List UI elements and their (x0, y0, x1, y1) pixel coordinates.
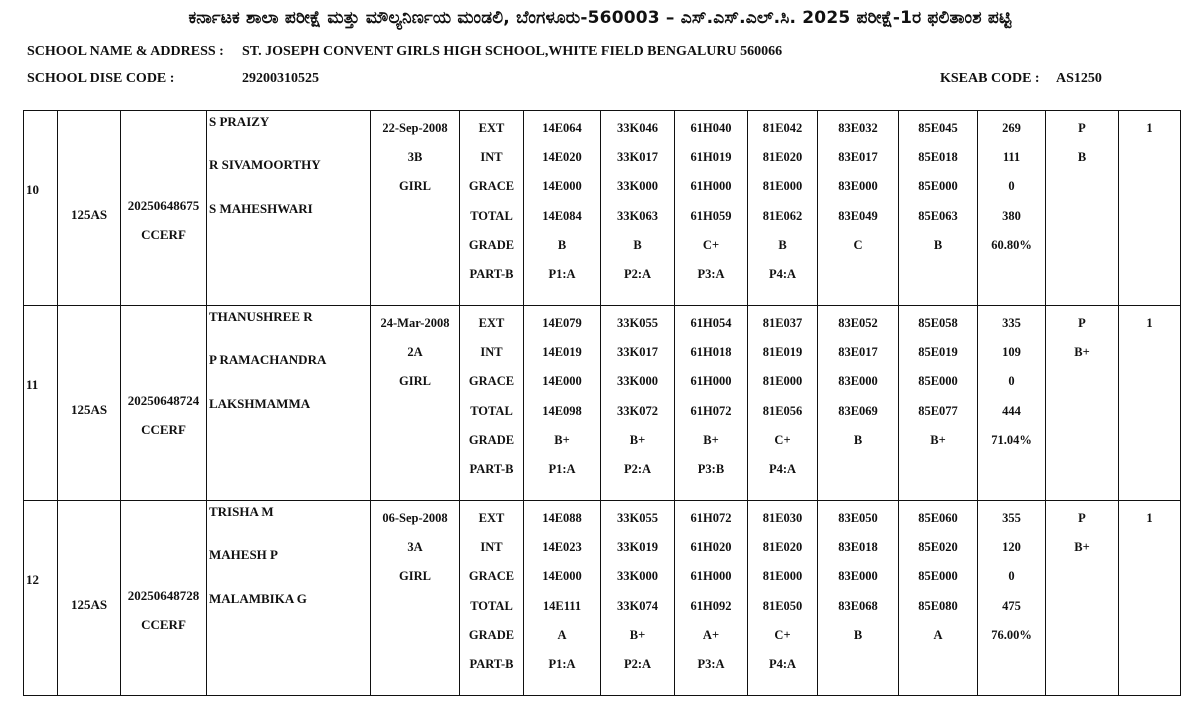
totals-cell (978, 501, 1046, 696)
reg-cell (121, 306, 207, 501)
class-section: 3A (407, 540, 423, 555)
subject-3-cell (675, 306, 748, 501)
subject-mark-stack (818, 309, 898, 455)
gender: GIRL (399, 374, 431, 389)
subject-mark: C (853, 237, 863, 252)
subject-mark-stack (818, 504, 898, 650)
subject-mark-stack (601, 309, 674, 484)
total-mark: 76.00% (991, 627, 1032, 642)
subject-mark: 83E069 (838, 403, 878, 418)
father-name: R SIVAMOORTHY (209, 157, 321, 172)
subject-mark: 81E000 (762, 179, 803, 194)
subject-mark-stack (899, 504, 977, 650)
total-mark: 71.04% (991, 432, 1032, 447)
subject-mark: C+ (774, 432, 791, 447)
result-value: B+ (1074, 540, 1090, 555)
dise-code-value: 29200310525 (242, 71, 319, 86)
dob-cell (371, 306, 460, 501)
subject-mark: P4:A (768, 461, 797, 476)
dob-cell (371, 501, 460, 696)
subject-mark: 85E058 (918, 316, 958, 330)
kseab-code-label: KSEAB CODE : (940, 71, 1040, 86)
subject-mark: P2:A (623, 656, 652, 671)
mark-type-label: GRACE (468, 374, 515, 389)
school-name-value: ST. JOSEPH CONVENT GIRLS HIGH SCHOOL,WHITE FIELD BENGALURU 560066 (242, 44, 783, 59)
mark-type-label: TOTAL (470, 598, 513, 613)
subject-mark: 61H054 (690, 316, 732, 330)
subject-mark: 33K000 (617, 374, 658, 389)
mark-type-label: GRADE (468, 627, 515, 642)
scheme-code: 125AS (70, 402, 108, 417)
total-mark: 475 (1002, 598, 1021, 613)
subject-mark: 33K055 (617, 316, 658, 330)
subject-mark-stack (899, 114, 977, 260)
total-mark: 60.80% (991, 237, 1032, 252)
subject-mark: P2:A (623, 461, 652, 476)
subject-mark: 14E079 (542, 316, 582, 330)
labels-cell (460, 501, 524, 696)
subject-mark: P3:A (697, 266, 725, 281)
subject-5-cell (818, 111, 899, 306)
subject-mark: 85E080 (918, 598, 958, 613)
subject-4-cell (748, 306, 818, 501)
subject-3-cell (675, 501, 748, 696)
mark-type-label: EXT (478, 121, 505, 135)
subject-mark: 81E062 (762, 208, 803, 223)
subject-mark: 85E000 (918, 179, 958, 194)
mark-type-label: GRACE (468, 179, 515, 194)
subject-mark: 33K072 (617, 403, 658, 418)
subject-mark: 85E000 (918, 569, 958, 584)
mark-type-label: GRADE (468, 237, 515, 252)
dob-stack (371, 504, 459, 592)
mark-type-label-stack (460, 114, 523, 289)
scheme-cell (58, 111, 121, 306)
subject-mark: 85E020 (918, 540, 958, 555)
register-number: 20250648724 (127, 393, 200, 408)
totals-cell (978, 306, 1046, 501)
subject-mark: 61H019 (690, 150, 732, 165)
subject-mark: B+ (930, 432, 946, 447)
totals-cell (978, 111, 1046, 306)
subject-mark: 14E064 (542, 121, 582, 135)
labels-cell (460, 306, 524, 501)
date-of-birth: 06-Sep-2008 (382, 511, 448, 525)
total-mark: 269 (1002, 121, 1021, 135)
mother-name: LAKSHMAMMA (209, 396, 311, 411)
mark-type-label: EXT (478, 316, 505, 330)
gender: GIRL (399, 179, 431, 194)
subject-mark: 83E017 (838, 150, 878, 165)
subject-mark-stack (601, 504, 674, 679)
subject-mark: 61H072 (690, 403, 732, 418)
mark-type-label: GRACE (468, 569, 515, 584)
subject-mark: 83E000 (838, 569, 878, 584)
total-mark-stack (978, 504, 1045, 650)
total-mark: 109 (1002, 345, 1021, 360)
subject-mark: 33K017 (617, 150, 658, 165)
subject-mark: 81E000 (762, 374, 803, 389)
subject-mark: P1:A (548, 461, 576, 476)
subject-mark: 83E049 (838, 208, 878, 223)
subject-mark: B (778, 237, 787, 252)
subject-mark: 81E050 (762, 598, 803, 613)
dob-stack (371, 114, 459, 202)
reg-block (121, 191, 206, 249)
mark-type-label-stack (460, 309, 523, 484)
student-name: S PRAIZY (209, 114, 270, 129)
register-number: 20250648675 (127, 198, 200, 213)
subject-mark: 14E084 (542, 208, 582, 223)
dob-cell (371, 111, 460, 306)
total-mark: 0 (1008, 569, 1015, 584)
subject-mark: 85E077 (918, 403, 958, 418)
subject-mark: 83E032 (838, 121, 878, 135)
subject-mark-stack (524, 114, 600, 289)
results-table (23, 110, 1181, 696)
subject-mark: 33K017 (617, 345, 658, 360)
names-cell (207, 501, 371, 696)
subject-mark: 81E030 (762, 511, 803, 525)
subject-1-cell (524, 306, 601, 501)
result-value-stack (1046, 504, 1118, 562)
subject-mark: 85E018 (918, 150, 958, 165)
sl-no-cell (24, 306, 58, 501)
subject-mark: 83E068 (838, 598, 878, 613)
subject-mark: B (933, 237, 943, 252)
result-value: B (1077, 150, 1087, 165)
scheme-code: 125AS (70, 207, 108, 222)
subject-mark: 83E052 (838, 316, 878, 330)
mark-type-label: PART-B (469, 461, 514, 476)
attempt-cell (1119, 111, 1181, 306)
subject-mark: 14E098 (542, 403, 582, 418)
subject-mark-stack (524, 309, 600, 484)
subject-mark-stack (675, 114, 747, 289)
attempt-number: 1 (1146, 121, 1153, 135)
result-cell (1046, 306, 1119, 501)
subject-mark-stack (675, 309, 747, 484)
subject-mark: 81E000 (762, 569, 803, 584)
subject-mark: A+ (702, 627, 720, 642)
subject-mark: 14E000 (542, 374, 582, 389)
scheme-code: 125AS (70, 597, 108, 612)
subject-mark: 33K000 (617, 179, 658, 194)
subject-mark: 81E042 (762, 121, 803, 135)
results-body (24, 111, 1181, 696)
subject-mark: 81E020 (762, 150, 803, 165)
subject-mark: 83E000 (838, 179, 878, 194)
subject-mark: 33K019 (617, 540, 658, 555)
mark-type-label: PART-B (469, 656, 514, 671)
total-mark: 380 (1002, 208, 1021, 223)
serial-number: 12 (26, 572, 39, 587)
subject-mark: B+ (629, 627, 646, 642)
scheme-cell (58, 306, 121, 501)
subject-mark: B+ (703, 432, 719, 447)
subject-mark: B+ (629, 432, 646, 447)
subject-2-cell (601, 306, 675, 501)
subject-mark: P2:A (623, 266, 652, 281)
mother-name: MALAMBIKA G (209, 591, 307, 606)
subject-1-cell (524, 501, 601, 696)
subject-mark: 14E019 (542, 345, 582, 360)
school-name-label: SCHOOL NAME & ADDRESS : (27, 44, 224, 59)
mark-type-label: INT (480, 150, 503, 165)
subject-mark: 14E020 (542, 150, 582, 165)
result-value: P (1078, 511, 1086, 525)
names-cell (207, 111, 371, 306)
subject-6-cell (899, 306, 978, 501)
subject-6-cell (899, 501, 978, 696)
subject-mark: 85E060 (918, 511, 958, 525)
subject-mark: 33K000 (617, 569, 658, 584)
subject-mark: 85E045 (918, 121, 958, 135)
subject-mark: 61H020 (690, 540, 732, 555)
total-mark: 0 (1008, 179, 1015, 194)
father-name: P RAMACHANDRA (209, 352, 327, 367)
gender: GIRL (399, 569, 431, 584)
mark-type-label: INT (480, 345, 503, 360)
total-mark-stack (978, 114, 1045, 260)
subject-mark-stack (818, 114, 898, 260)
date-of-birth: 22-Sep-2008 (382, 121, 448, 135)
serial-number: 10 (26, 182, 39, 197)
total-mark: 120 (1002, 540, 1021, 555)
table-row (24, 111, 1181, 306)
subject-mark: 33K063 (617, 208, 658, 223)
mark-type-label: GRADE (468, 432, 515, 447)
subject-4-cell (748, 111, 818, 306)
mark-type-label: TOTAL (470, 208, 513, 223)
candidate-category: CCERF (141, 617, 186, 632)
subject-mark: C+ (774, 627, 791, 642)
subject-mark-stack (899, 309, 977, 455)
subject-mark: 85E000 (918, 374, 958, 389)
student-name: THANUSHREE R (209, 309, 313, 324)
names-cell (207, 306, 371, 501)
mother-name: S MAHESHWARI (209, 201, 313, 216)
subject-mark: 81E019 (762, 345, 803, 360)
subject-mark: P4:A (768, 656, 797, 671)
page-title: ಕರ್ನಾಟಕ ಶಾಲಾ ಪರೀಕ್ಷೆ ಮತ್ತು ಮೌಲ್ಯನಿರ್ಣಯ ಮಂಡಲಿ, ಬೆಂಗಳೂರು-560003 – ಎಸ್.ಎಸ್.ಎಲ್.ಸಿ. 2025 ಪರೀಕ್ಷೆ-1ರ ಫಲಿತಾಂಶ ಪಟ್ಟಿ (188, 8, 1012, 28)
subject-mark: B (853, 432, 863, 447)
subject-mark: B+ (554, 432, 570, 447)
total-mark-stack (978, 309, 1045, 455)
subject-mark: C+ (702, 237, 720, 252)
class-section: 3B (407, 150, 423, 165)
subject-mark: 85E063 (918, 208, 958, 223)
mark-type-label: INT (480, 540, 503, 555)
reg-block (121, 386, 206, 444)
subject-mark: 81E056 (762, 403, 803, 418)
scheme-cell (58, 501, 121, 696)
subject-2-cell (601, 111, 675, 306)
subject-mark-stack (748, 114, 817, 289)
candidate-category: CCERF (141, 227, 186, 242)
subject-mark: 81E037 (762, 316, 803, 330)
result-cell (1046, 111, 1119, 306)
reg-block (121, 581, 206, 639)
total-mark: 355 (1002, 511, 1021, 525)
serial-number: 11 (26, 377, 39, 392)
subject-mark: 61H059 (690, 208, 732, 223)
sl-no-cell (24, 501, 58, 696)
attempt-cell (1119, 501, 1181, 696)
subject-mark: 85E019 (918, 345, 958, 360)
labels-cell (460, 111, 524, 306)
dob-stack (371, 309, 459, 397)
subject-mark: 83E018 (838, 540, 878, 555)
result-value-stack (1046, 309, 1118, 367)
subject-mark: A (933, 627, 943, 642)
subject-mark: 14E000 (542, 179, 582, 194)
attempt-number: 1 (1146, 316, 1153, 330)
subject-mark: P1:A (548, 656, 576, 671)
subject-mark: 83E017 (838, 345, 878, 360)
result-value-stack (1046, 114, 1118, 172)
subject-mark: 14E111 (542, 598, 582, 613)
subject-mark: 61H072 (690, 511, 732, 525)
total-mark: 335 (1002, 316, 1021, 330)
student-name: TRISHA M (209, 504, 274, 519)
table-row (24, 306, 1181, 501)
dise-code-label: SCHOOL DISE CODE : (27, 71, 175, 86)
reg-cell (121, 111, 207, 306)
subject-mark: B (557, 237, 567, 252)
subject-3-cell (675, 111, 748, 306)
mark-type-label: PART-B (469, 266, 514, 281)
subject-mark: P4:A (768, 266, 797, 281)
subject-mark-stack (524, 504, 600, 679)
subject-mark: A (557, 627, 567, 642)
father-name: MAHESH P (209, 547, 278, 562)
subject-6-cell (899, 111, 978, 306)
subject-mark: 14E023 (542, 540, 582, 555)
attempt-cell (1119, 306, 1181, 501)
subject-mark: 33K046 (617, 121, 658, 135)
subject-mark: P3:B (697, 461, 725, 476)
subject-mark: 61H040 (690, 121, 732, 135)
subject-mark: 83E050 (838, 511, 878, 525)
subject-mark: 14E088 (542, 511, 582, 525)
result-cell (1046, 501, 1119, 696)
subject-mark: 14E000 (542, 569, 582, 584)
table-row (24, 501, 1181, 696)
subject-1-cell (524, 111, 601, 306)
subject-mark-stack (601, 114, 674, 289)
total-mark: 0 (1008, 374, 1015, 389)
subject-5-cell (818, 306, 899, 501)
subject-mark: 61H092 (690, 598, 732, 613)
register-number: 20250648728 (127, 588, 200, 603)
subject-mark: B (853, 627, 863, 642)
subject-5-cell (818, 501, 899, 696)
mark-type-label-stack (460, 504, 523, 679)
reg-cell (121, 501, 207, 696)
subject-4-cell (748, 501, 818, 696)
subject-mark: 83E000 (838, 374, 878, 389)
result-value: P (1078, 316, 1086, 330)
mark-type-label: EXT (478, 511, 505, 525)
subject-mark-stack (748, 504, 817, 679)
total-mark: 111 (1002, 150, 1021, 165)
date-of-birth: 24-Mar-2008 (380, 316, 450, 330)
mark-type-label: TOTAL (470, 403, 513, 418)
subject-2-cell (601, 501, 675, 696)
subject-mark-stack (675, 504, 747, 679)
subject-mark: 33K055 (617, 511, 658, 525)
total-mark: 444 (1002, 403, 1021, 418)
subject-mark: 61H018 (690, 345, 732, 360)
result-value: B+ (1074, 345, 1090, 360)
subject-mark: 61H000 (690, 374, 732, 389)
subject-mark: P1:A (548, 266, 576, 281)
subject-mark: 81E020 (762, 540, 803, 555)
subject-mark: 61H000 (690, 569, 732, 584)
subject-mark-stack (748, 309, 817, 484)
attempt-number: 1 (1146, 511, 1153, 525)
result-value: P (1078, 121, 1086, 135)
subject-mark: B (633, 237, 642, 252)
kseab-code-value: AS1250 (1056, 71, 1102, 86)
class-section: 2A (407, 345, 423, 360)
candidate-category: CCERF (141, 422, 186, 437)
subject-mark: 33K074 (617, 598, 658, 613)
sl-no-cell (24, 111, 58, 306)
subject-mark: P3:A (697, 656, 725, 671)
subject-mark: 61H000 (690, 179, 732, 194)
